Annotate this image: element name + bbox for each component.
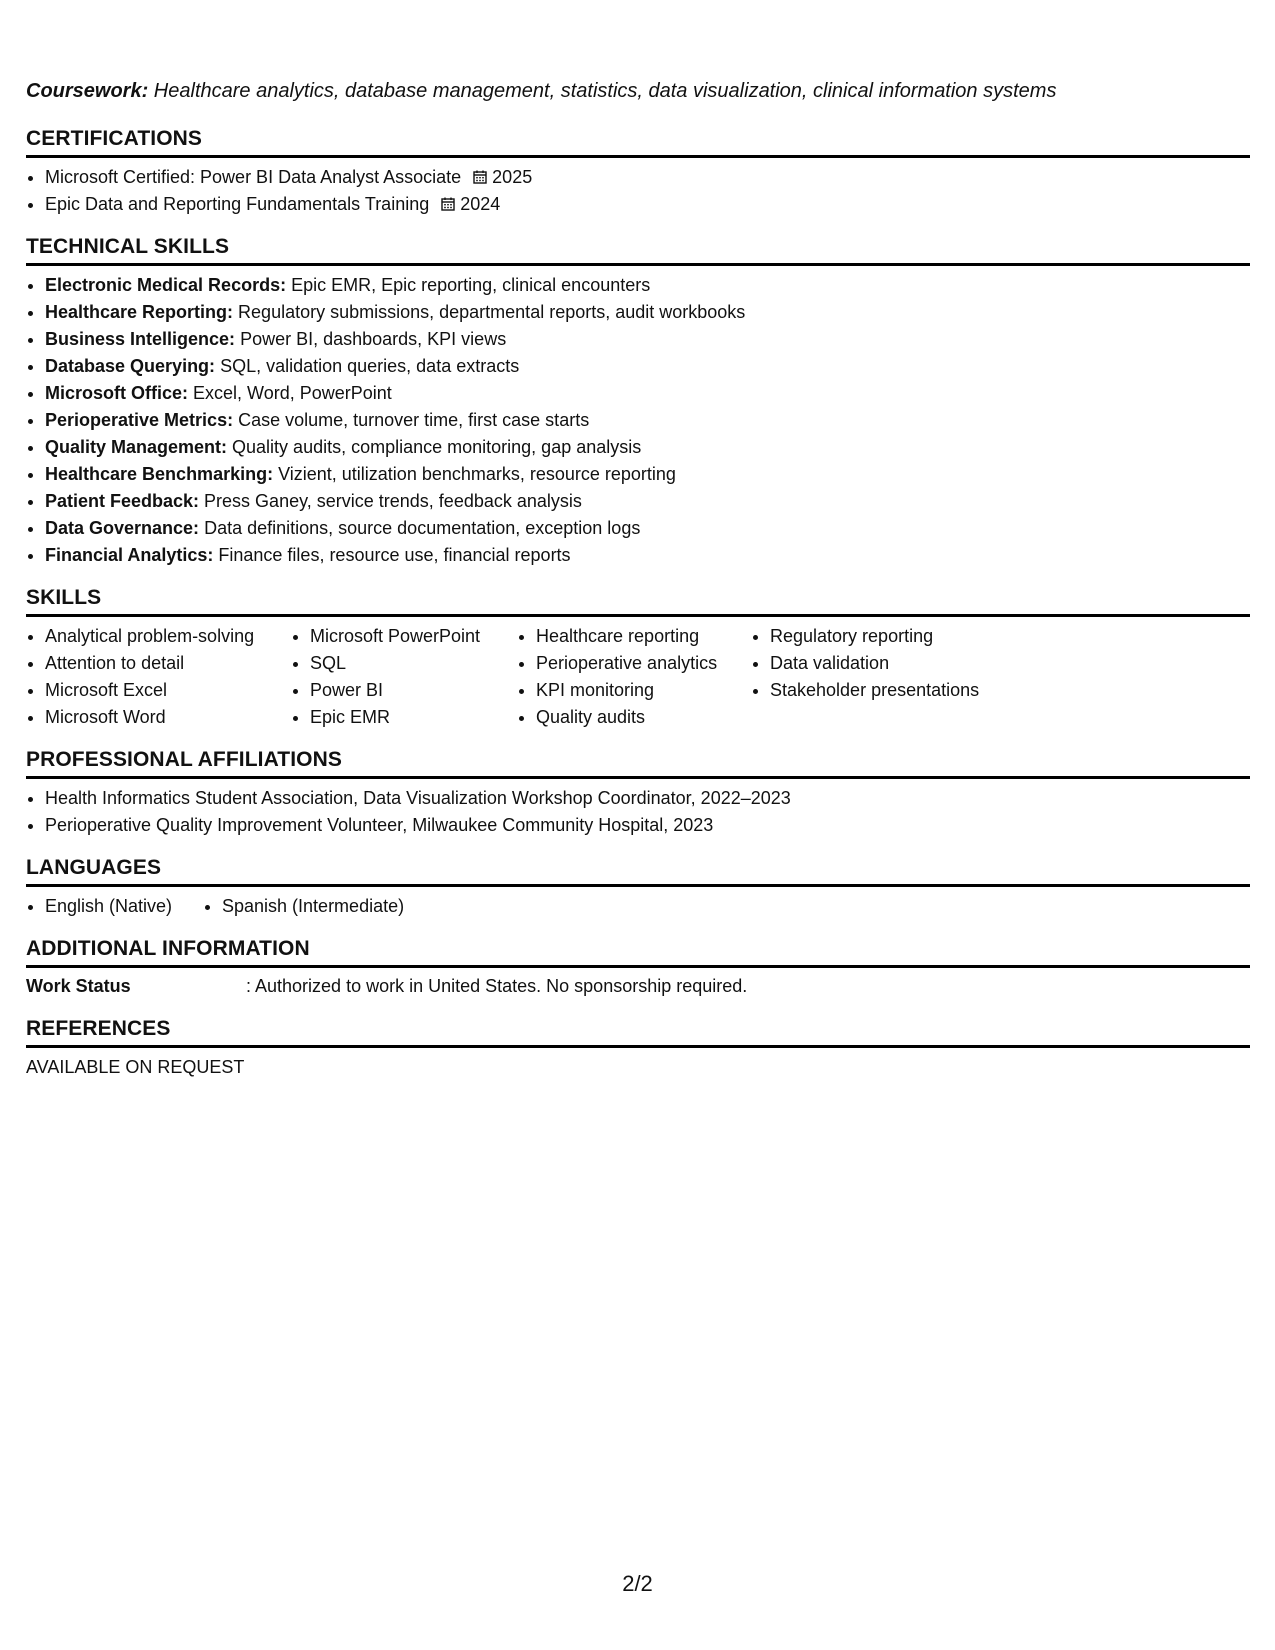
affiliation-item: • Perioperative Quality Improvement Volunteer, Milwaukee Community Hospital, 2023 — [45, 812, 1250, 839]
skill-item: • SQL — [310, 650, 517, 677]
coursework-text: Healthcare analytics, database management, statistics, data visualization, clinical information systems — [148, 80, 1057, 102]
references-text: AVAILABLE ON REQUEST — [26, 1057, 245, 1077]
skill-item: • Epic EMR — [310, 704, 517, 731]
skill-item: • Perioperative analytics — [536, 650, 751, 677]
technical-skill-item — [45, 353, 1250, 380]
certifications-heading: CERTIFICATIONS — [26, 126, 1250, 158]
technical-skill-key: Business Intelligence: — [45, 329, 236, 349]
skills-column — [517, 623, 751, 731]
technical-skill-item — [45, 515, 1250, 542]
technical-skill-item — [45, 272, 1250, 299]
additional-info-heading: ADDITIONAL INFORMATION — [26, 936, 1250, 968]
technical-skill-key: Data Governance: — [45, 518, 200, 538]
skill-item: • Regulatory reporting — [770, 623, 1030, 650]
technical-skill-value: SQL, validation queries, data extracts — [215, 356, 520, 376]
technical-skill-value: Data definitions, source documentation, exception logs — [199, 518, 641, 538]
coursework-line — [26, 78, 1250, 104]
technical-skill-item — [45, 461, 1250, 488]
certification-name: Microsoft Certified: Power BI Data Analyst Associate — [45, 167, 462, 187]
skill-item: • Microsoft PowerPoint — [310, 623, 517, 650]
additional-info-section — [26, 936, 1250, 1000]
affiliation-item: • Health Informatics Student Association, Data Visualization Workshop Coordinator, 2022–2023 — [45, 785, 1250, 812]
skill-item: • Power BI — [310, 677, 517, 704]
skills-grid — [26, 623, 1250, 731]
coursework-label: Coursework: — [26, 80, 149, 102]
affiliations-heading: PROFESSIONAL AFFILIATIONS — [26, 747, 1250, 779]
technical-skill-value: Quality audits, compliance monitoring, gap analysis — [227, 437, 642, 457]
skills-column — [291, 623, 517, 731]
resume-page — [26, 78, 1250, 1081]
skill-item: • Microsoft Word — [45, 704, 291, 731]
technical-skills-list — [26, 272, 1250, 569]
skill-item: • KPI monitoring — [536, 677, 751, 704]
technical-skill-item — [45, 542, 1250, 569]
references-section — [26, 1016, 1250, 1081]
technical-skill-key: Healthcare Reporting: — [45, 302, 234, 322]
technical-skill-value: Regulatory submissions, departmental reports, audit workbooks — [233, 302, 746, 322]
affiliations-list — [26, 785, 1250, 839]
language-item: • English (Native) — [45, 893, 203, 920]
language-item: • Spanish (Intermediate) — [222, 893, 404, 920]
technical-skill-key: Perioperative Metrics: — [45, 410, 234, 430]
skills-column — [751, 623, 1030, 731]
technical-skill-value: Vizient, utilization benchmarks, resource reporting — [273, 464, 676, 484]
certification-year: 2025 — [492, 167, 533, 187]
skill-item: • Stakeholder presentations — [770, 677, 1030, 704]
skill-item: • Healthcare reporting — [536, 623, 751, 650]
certification-year: 2024 — [460, 194, 501, 214]
technical-skill-key: Electronic Medical Records: — [45, 275, 287, 295]
technical-skill-key: Quality Management: — [45, 437, 228, 457]
languages-heading: LANGUAGES — [26, 855, 1250, 887]
certification-name: Epic Data and Reporting Fundamentals Training — [45, 194, 430, 214]
skill-item: • Microsoft Excel — [45, 677, 291, 704]
references-heading: REFERENCES — [26, 1016, 1250, 1048]
skills-column — [26, 623, 291, 731]
technical-skill-value: Case volume, turnover time, first case starts — [233, 410, 590, 430]
languages-section — [26, 855, 1250, 920]
technical-skill-key: Microsoft Office: — [45, 383, 189, 403]
technical-skill-key: Database Querying: — [45, 356, 216, 376]
certification-item — [45, 164, 1250, 191]
languages-column — [203, 893, 404, 920]
calendar-icon — [441, 197, 455, 211]
technical-skill-item — [45, 488, 1250, 515]
work-status-value: : Authorized to work in United States. No sponsorship required. — [246, 976, 748, 996]
certifications-list — [26, 164, 1250, 218]
skill-item: • Attention to detail — [45, 650, 291, 677]
skill-item: • Data validation — [770, 650, 1030, 677]
skill-item: • Quality audits — [536, 704, 751, 731]
skills-heading: SKILLS — [26, 585, 1250, 617]
certification-item — [45, 191, 1250, 218]
technical-skills-section — [26, 234, 1250, 569]
technical-skill-value: Power BI, dashboards, KPI views — [235, 329, 507, 349]
technical-skill-item — [45, 299, 1250, 326]
technical-skill-key: Healthcare Benchmarking: — [45, 464, 274, 484]
technical-skill-item — [45, 380, 1250, 407]
technical-skill-item — [45, 407, 1250, 434]
skill-item: • Analytical problem-solving — [45, 623, 291, 650]
technical-skill-item — [45, 434, 1250, 461]
technical-skills-heading: TECHNICAL SKILLS — [26, 234, 1250, 266]
calendar-icon — [473, 170, 487, 184]
technical-skill-item — [45, 326, 1250, 353]
languages-row — [26, 893, 1250, 920]
technical-skill-key: Financial Analytics: — [45, 545, 214, 565]
technical-skill-value: Epic EMR, Epic reporting, clinical encounters — [286, 275, 651, 295]
certifications-section — [26, 126, 1250, 218]
work-status-row — [26, 973, 1250, 1000]
technical-skill-key: Patient Feedback: — [45, 491, 200, 511]
technical-skill-value: Finance files, resource use, financial reports — [213, 545, 571, 565]
page-number: 2/2 — [622, 1571, 653, 1596]
languages-column — [26, 893, 203, 920]
skills-section — [26, 585, 1250, 731]
work-status-label: Work Status — [26, 976, 131, 996]
technical-skill-value: Press Ganey, service trends, feedback analysis — [199, 491, 582, 511]
affiliations-section — [26, 747, 1250, 839]
technical-skill-value: Excel, Word, PowerPoint — [188, 383, 392, 403]
